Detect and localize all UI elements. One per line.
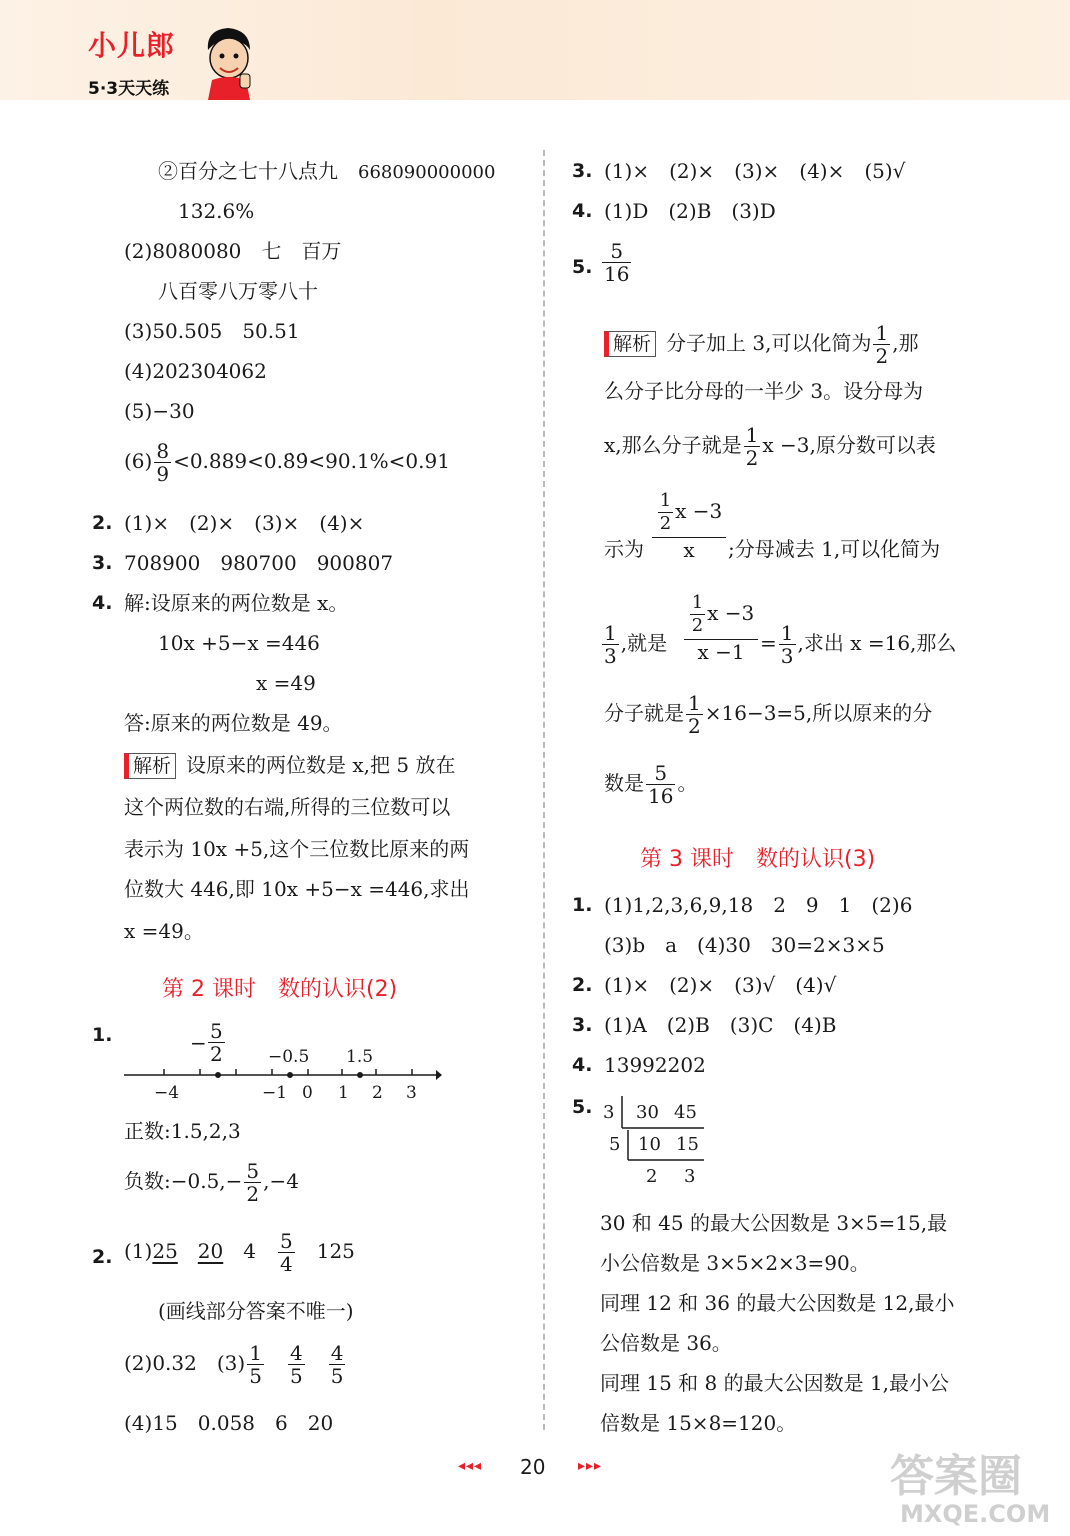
tick-label: 2 [372,1083,383,1103]
division-number: 3 [684,1166,696,1187]
division-number: 10 [638,1134,661,1155]
analysis-line: 分子就是 $\frac{1}{2}$ ×16−3=5,所以原来的分 [604,691,933,738]
answer-line: 132.6% [178,199,255,223]
question-number: 1. [92,1024,113,1046]
tick-label: 0 [302,1083,313,1103]
answer-line: 解:设原来的两位数是 x。 [124,591,349,615]
answer-line: 八百零八万零八十 [158,279,318,303]
answer-line: 30 和 45 的最大公因数是 3×5=15,最 [600,1211,948,1235]
answer-line: 同理 15 和 8 的最大公因数是 1,最小公 [600,1371,950,1395]
fraction: $\frac{5}{2}$ [246,1159,260,1206]
answer-line: (2)8080080 七 百万 [124,239,342,263]
answer-line: (4)202304062 [124,359,267,383]
fraction: $\frac{5}{16}$ [648,761,674,808]
answer-line: (1)1,2,3,6,9,18 2 9 1 (2)6 [604,893,913,917]
number-line-label: 1.5 [346,1047,374,1067]
equation: x =49 [256,671,316,695]
analysis-line: 位数大 446,即 10x +5−x =446,求出 [124,877,470,901]
next-arrows-icon: ▸▸▸ [578,1458,603,1474]
answer-line: 正数:1.5,2,3 [124,1119,241,1143]
analysis-line: 这个两位数的右端,所得的三位数可以 [124,795,451,819]
fraction: $\frac{1}{3}$ [604,621,617,668]
question-number: 5. [572,1096,593,1118]
question-number: 4. [92,592,113,614]
answer-line: 答:原来的两位数是 49。 [124,711,343,735]
division-number: 45 [674,1102,697,1123]
analysis-line: x =49。 [124,919,204,943]
question-number: 3. [92,552,113,574]
analysis-line: 表示为 10x +5,这个三位数比原来的两 [124,837,470,861]
analysis-tag: 解析 [604,331,656,357]
answer-line: (1)D (2)B (3)D [604,199,776,223]
section-heading: 第 2 课时 数的认识(2) [162,977,398,1002]
answer-line: (5)−30 [124,399,195,423]
analysis-line: x,那么分子就是 $\frac{1}{2}$ x −3,原分数可以表 [604,423,936,470]
tick-label: 1 [338,1083,349,1103]
number-line-label: − [190,1031,207,1055]
brand-logo [88,24,258,104]
answer-line: 同理 12 和 36 的最大公因数是 12,最小 [600,1291,955,1315]
tick-label: 3 [406,1083,417,1103]
division-number: 3 [603,1102,615,1123]
answer-line: (1)25 20 4 $\frac{5}{4}$ 125 [124,1229,355,1276]
analysis-line: 么分子比分母的一半少 3。设分母为 [604,379,924,403]
equation: 10x +5−x =446 [158,631,320,655]
answer-line: 公倍数是 36。 [600,1331,732,1355]
answer-line: (3)50.505 50.51 [124,319,300,343]
analysis-line: 解析 设原来的两位数是 x,把 5 放在 [124,752,455,779]
analysis-tag: 解析 [124,753,176,779]
question-number: 3. [572,1014,593,1036]
answer-line: 708900 980700 900807 [124,551,394,575]
question-number: 2. [92,512,113,534]
brand-subtitle: 5·3天天练 [88,79,170,99]
fraction: $\frac{4}{5}$ [289,1341,303,1388]
number-line-label: −0.5 [268,1047,310,1067]
answer-line: (1)× (2)× (3)√ (4)√ [604,973,837,997]
question-number: 4. [572,200,593,222]
analysis-line: = $\frac{1}{3}$ ,求出 x =16,那么 [760,621,957,668]
watermark-url: MXQE.COM [900,1500,1051,1528]
question-number: 4. [572,1054,593,1076]
section-heading: 第 3 课时 数的认识(3) [640,847,876,872]
fraction: $\frac{5}{16}$ [604,239,630,286]
division-number: 15 [676,1134,699,1155]
brand-title: 小儿郎 [88,29,176,62]
note: (画线部分答案不唯一) [158,1299,354,1323]
page-number: 20 [520,1455,546,1479]
answer-line: (3)b a (4)30 30=2×3×5 [604,933,885,957]
watermark: 答案圈 [890,1451,1022,1502]
answer-line: 小公倍数是 3×5×2×3=90。 [600,1251,870,1275]
question-number: 2. [92,1246,113,1268]
answer-line: (4)15 0.058 6 20 [124,1411,334,1435]
tick-label: −4 [154,1083,180,1103]
fraction: $\frac{1}{2}$ [691,592,704,636]
analysis-line: 示为 [604,537,644,561]
column-divider [543,150,545,1430]
question-number: 5. [572,256,593,278]
analysis-line: ;分母减去 1,可以化简为 [728,537,941,561]
answer-line: ②百分之七十八点九 668090000000 [158,159,496,183]
analysis-line: 解析 分子加上 3,可以化简为 $\frac{1}{2}$ ,那 [604,322,919,367]
boy-mascot-icon [200,24,258,100]
answer-line: (1)A (2)B (3)C (4)B [604,1013,837,1037]
division-number: 5 [609,1134,621,1155]
fraction: $\frac{4}{5}$ [330,1341,344,1388]
analysis-line: $\frac{1}{3}$ ,就是 [604,621,668,668]
fraction: $\frac{8}{9}$ [156,439,170,486]
answer-line: (1)× (2)× (3)× (4)× (5)√ [604,159,906,183]
fraction: $\frac{1}{2}$ [659,490,672,534]
division-number: 2 [646,1166,658,1187]
fraction: $\frac{1}{2}$ [745,423,759,470]
answer-line: (6) $\frac{8}{9}$ <0.889<0.8̇9̇<90.1%<0.91 [124,439,450,486]
division-number: 30 [636,1102,659,1123]
answer-line: (1)× (2)× (3)× (4)× [124,511,365,535]
question-number: 1. [572,894,593,916]
fraction: $\frac{5}{2}$ [210,1019,223,1066]
fraction: $\frac{1}{2}$ [688,691,701,738]
answer-line: (2)0.32 (3) $\frac{1}{5}$ $\frac{4}{5}$ $\frac{4}{5}$ [124,1341,344,1388]
fraction: $\frac{1}{2}$ [875,321,889,368]
number-line-label [206,1020,227,1065]
answer-line [600,240,633,285]
complex-fraction: $\frac{1}{2}$ x −3 x [652,490,726,562]
complex-fraction: $\frac{1}{2}$ x −3 x −1 [684,592,758,664]
tick-label: −1 [262,1083,288,1103]
fraction: $\frac{1}{3}$ [780,621,794,668]
fraction: $\frac{1}{5}$ [249,1341,262,1388]
answer-line: 负数:−0.5,− $\frac{5}{2}$ ,−4 [124,1159,299,1206]
answer-line: 倍数是 15×8=120。 [600,1411,797,1435]
answer-line: 13992202 [604,1053,706,1077]
fraction: $\frac{5}{4}$ [279,1229,293,1276]
prev-arrows-icon: ◂◂◂ [458,1458,483,1474]
question-number: 3. [572,160,593,182]
question-number: 2. [572,974,593,996]
analysis-line: 数是 $\frac{5}{16}$ 。 [604,761,698,808]
